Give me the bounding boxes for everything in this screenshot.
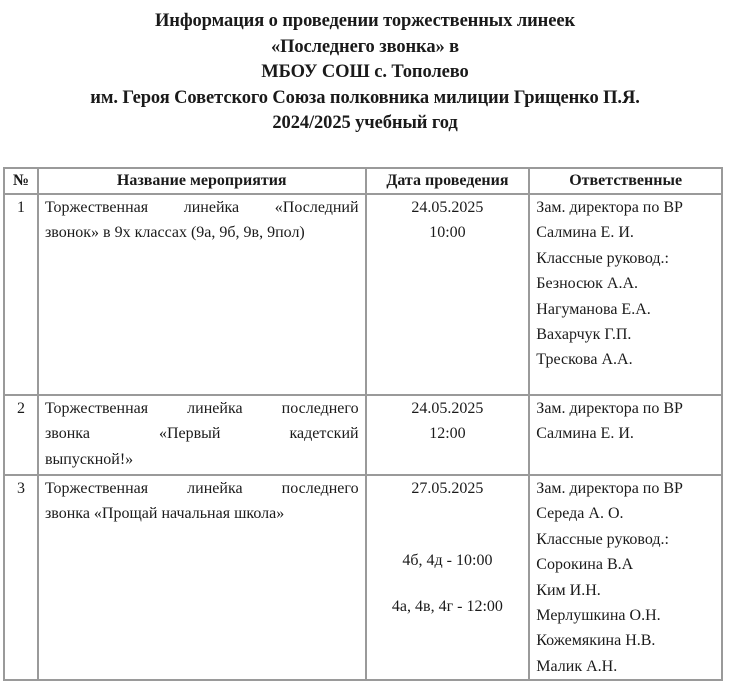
event-date-line: 27.05.2025 [411,480,484,497]
title-line-1: Информация о проведении торжественных линеек [154,11,576,31]
spacer [373,501,523,526]
event-date [366,194,530,395]
responsible-line: Классные руковод.: [536,530,669,548]
table-row [4,475,722,680]
table-row [4,194,722,395]
event-date-line: 24.05.2025 [411,400,484,417]
header-name: Название мероприятия [38,168,366,194]
event-date [366,395,530,475]
header-responsible: Ответственные [529,168,722,194]
header-date: Дата проведения [366,168,530,194]
event-name [38,194,366,395]
responsible-line: Вахарчук Г.П. [536,326,632,344]
event-name-line: Торжественная линейка последнего [44,400,359,417]
events-table [3,167,723,681]
responsible-line: Салмина Е. И. [536,425,634,443]
responsible-line: Классные руковод.: [536,249,669,267]
title-line-3: МБОУ СОШ с. Тополево [261,62,469,82]
event-name-line: Торжественная линейка «Последний [44,199,359,216]
event-responsible [529,395,722,475]
event-time-line: 12:00 [429,425,466,443]
responsible-line: Мерлушкина О.Н. [536,607,661,625]
event-time-line: 10:00 [429,224,466,242]
responsible-line: Кожемякина Н.В. [536,632,656,650]
responsible-line: Безносюк А.А. [536,275,638,293]
event-time-line: 4б, 4д - 10:00 [402,551,493,569]
event-date [366,475,530,680]
event-date-line: 24.05.2025 [411,199,484,216]
title-line-5: 2024/2025 учебный год [272,113,458,133]
title-line-2: «Последнего звонка» в [270,36,460,57]
row-number: 3 [4,475,38,680]
event-responsible [529,194,722,395]
event-name-line: Торжественная линейка последнего [44,480,359,497]
event-name [38,475,366,680]
event-name-line: звонок» в 9х классах (9а, 9б, 9в, 9пол) [44,224,305,242]
event-name-line: выпускной!» [44,450,134,468]
responsible-line: Зам. директора по ВР [536,400,683,417]
responsible-line: Малик А.Н. [536,657,618,675]
responsible-line: Сорокина В.А [536,556,634,574]
title-line-4: им. Героя Советского Союза полковника милиции Грищенко П.Я. [90,87,640,108]
responsible-line: Зам. директора по ВР [536,480,683,497]
responsible-line: Салмина Е. И. [536,224,634,242]
responsible-line: Ким И.Н. [536,581,601,599]
event-name [38,395,366,475]
event-name-line: звонка «Первый кадетский [44,425,359,443]
responsible-line: Середа А. О. [536,505,624,523]
responsible-line: Трескова А.А. [536,351,633,369]
header-num: № [4,168,38,194]
spacer [373,527,523,548]
row-number: 2 [4,395,38,475]
event-name-line: звонка «Прощай начальная школа» [44,505,285,523]
responsible-line: Нагуманова Е.А. [536,300,651,318]
table-header-row [4,168,722,194]
spacer [373,573,523,594]
table-row [4,395,722,475]
event-time-line: 4а, 4в, 4г - 12:00 [391,598,503,616]
responsible-line: Зам. директора по ВР [536,199,683,216]
event-responsible [529,475,722,680]
row-number: 1 [4,194,38,395]
document-title [0,9,730,137]
